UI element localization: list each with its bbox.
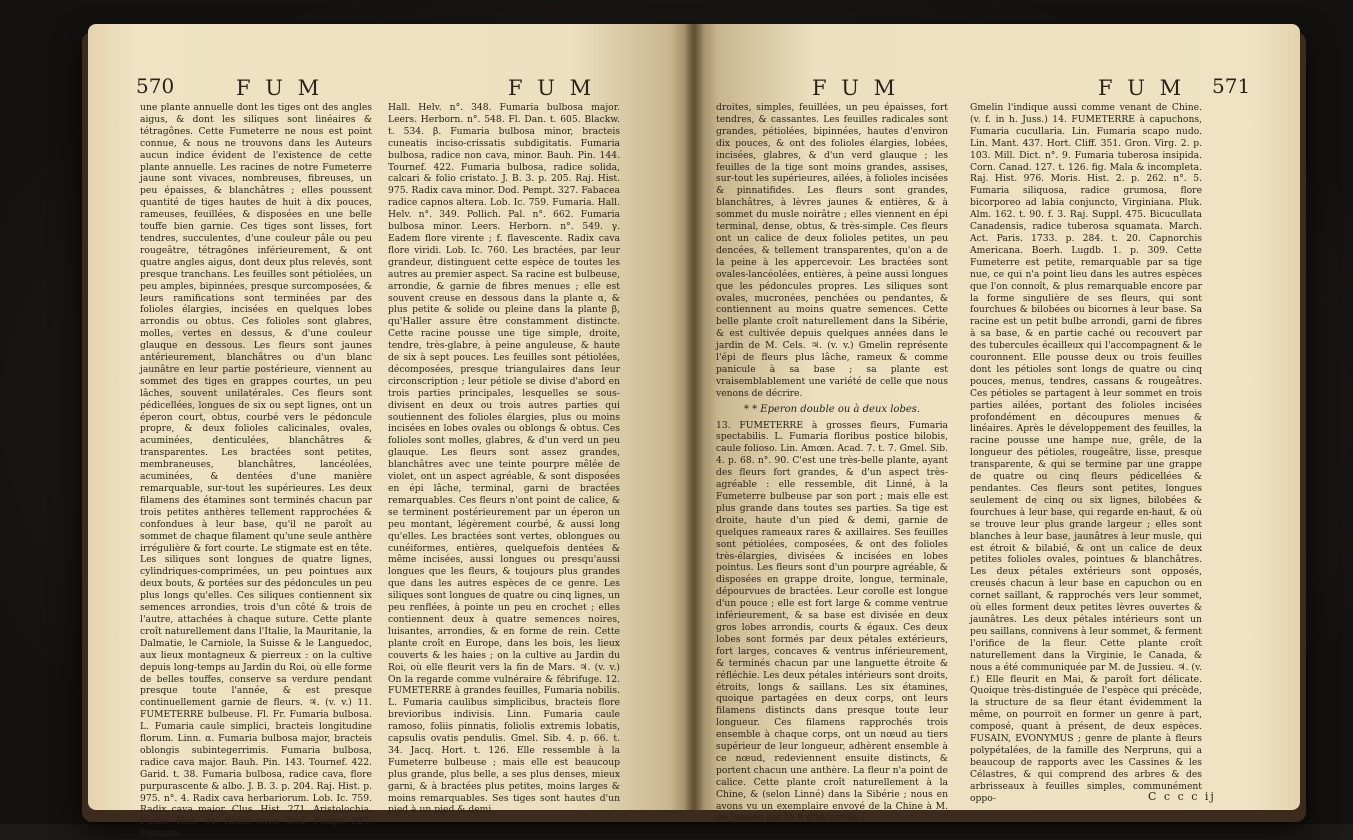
book-gutter: [684, 24, 704, 810]
left-page-column-2: [388, 102, 620, 816]
column-text: droites, simples, feuillées, un peu épaisses, fort tendres, & cassantes. Les feuilles radicales sont grandes, pétiolées, bipinnées, hautes d'environ dix pouces, & ont des folioles élargies, lobées, incisées, glabres, & d'un verd glauque ; les feuilles de la tige sont moins grandes, assises, sur-tout les supérieures, ailées, à folioles incisées & pinnatifides. Les fleurs sont grandes, blanchâtres, à lèvres jaunes & entières, & à sommet du musle noirâtre ; elles viennent en épi terminal, dense, obtus, & très-simple. Ces fleurs ont un calice de deux folioles petites, un peu dencées, & tellement transparentes, qu'on a de la peine à les appercevoir. Les bractées sont ovales-lancéolées, entières, à peine aussi longues que les pédoncules propres. Les siliques sont ovales, mucronées, penchées ou pendantes, & contiennent au moins quatre semences. Cette belle plante croît naturellement dans la Sibérie, & est cultivée depuis quelques années dans le jardin de M. Cels. ♃. (v. v.) Gmelin représente l'épi de fleurs plus lâche, rameux & comme panicule à sa base ; sa plante est vraisemblablement une variété de celle que nous venons de décrire.: [716, 102, 948, 399]
running-header-left-a: F U M: [236, 76, 324, 100]
running-header-left-b: F U M: [508, 76, 596, 100]
section-heading: * * Eperon double ou à deux lobes.: [743, 403, 921, 415]
open-book: [88, 24, 1300, 840]
right-page-column-1: [716, 102, 948, 824]
page-number-left: 570: [136, 74, 175, 98]
left-page: [88, 24, 694, 840]
left-page-column-1: [140, 102, 372, 840]
column-text: une plante annuelle dont les tiges ont des angles aigus, & dont les siliques sont linéaires & tétragônes. Cette Fumeterre ne nous est point connue, & nous ne trouvons dans les Auteurs aucun indice évident de l'existence de cette plante annuelle. Les racines de notre Fumeterre jaune sont vivaces, nombreuses, fibreuses, un peu épaisses, & blanchâtres ; elles poussent quantité de tiges hautes de huit à dix pouces, rameuses, feuillées, & disposées en une belle touffe bien garnie. Ces tiges sont lisses, fort tendres, succulentes, d'une couleur pâle ou peu rougeâtre, tétragônes inférieurement, & ont quatre angles aigus, dont deux plus relevés, sont presque tranchans. Les feuilles sont pétiolées, un peu amples, bipinnées, presque surcomposées, & leurs ramifications sont terminées par des folioles élargies, incisées en quelques lobes arrondis ou obtus. Ces folioles sont glabres, molles, vertes en dessus, & d'une couleur glauque en dessous. Les fleurs sont jaunes antérieurement, blanchâtres ou d'un blanc jaunâtre en leur partie postérieure, viennent au sommet des tiges en grappes courtes, un peu lâches, souvent unilatérales. Ces fleurs sont pédicellées, longues de six ou sept lignes, ont un éperon court, obtus, courbé vers le pédoncule propre, & deux folioles calicinales, ovales, acuminées, denticulées, blanchâtres & transparentes. Les bractées sont petites, membraneuses, blanchâtres, lancéolées, acuminées, & dentées d'une manière remarquable, sur-tout les supérieures. Les deux filamens des étamines sont terminés chacun par trois petites anthères tellement rapprochées & confondues à leur base, qu'il ne paroît au sommet de chaque filament qu'une seule anthère irrégulière & fort courte. Le stigmate est en tête. Les siliques sont longues de quatre lignes, cylindriques-comprimées, un peu pointues aux deux bouts, & portées sur des pédoncules un peu plus longs qu'elles. Ces siliques contiennent six semences arrondies, trois d'un côté & trois de l'autre, attachées à chaque suture. Cette plante croît naturellement dans l'Italie, la Mauritanie, la Dalmatie, le Carniole, la Suisse & le Languedoc, aux lieux montagneux & pierreux : on la cultive depuis long-temps au Jardin du Roi, où elle forme de belles touffes, conserve sa verdure pendant presque toute l'année, & est presque continuellement garnie de fleurs. ♃. (v. v.) 11. FUMETERRE bulbeuse. Fl. Fr. Fumaria bulbosa. L. Fumaria caule simplici, bracteis longitudine florum. Linn. α. Fumaria bulbosa major, bracteis oblongis subintegerrimis. Fumaria bulbosa, radice cava major. Bauh. Pin. 143. Tournef. 422. Garid. t. 38. Fumaria bulbosa, radice cava, flore purpurascente & albo. J. B. 3. p. 204. Raj. Hist. p. 975. n°. 4. Radix cava herbariorum. Lob. Ic. 759. Radix cava major. Clus. Hist. 271. Aristolochia. Fuchs. Hist. 91. Radix cava. Dod. Pempt. 327. Fumaria.: [140, 102, 372, 840]
column-text: Hall. Helv. n°. 348. Fumaria bulbosa major. Leers. Herborn. n°. 548. Fl. Dan. t. 605. Blackw. t. 534. β. Fumaria bulbosa minor, bracteis cuneatis inciso-crissatis subdigitatis. Fumaria bulbosa, radice non cava, minor. Bauh. Pin. 144. Tournef. 422. Fumaria bulbosa, radice solida, calcari & folio cristato. J. B. 3. p. 205. Raj. Hist. 975. Radix cava minor. Dod. Pempt. 327. Fabacea radice capnos altera. Lob. Ic. 759. Fumaria. Hall. Helv. n°. 349. Pollich. Pal. n°. 662. Fumaria bulbosa minor. Leers. Herborn. n°. 549. γ. Eadem flore virente ; f. flavescente. Radix cava flore viridi. Lob. Ic. 760. Les bractées, par leur grandeur, distinguent cette espèce de toutes les autres au premier aspect. Sa racine est bulbeuse, arrondie, & garnie de fibres menues ; elle est souvent creuse en dessous dans la plante α, & plus petite & solide ou pleine dans la plante β, qu'Haller assure être constamment distincte. Cette racine pousse une tige simple, droite, tendre, très-glabre, à peine anguleuse, & haute de six à sept pouces. Les feuilles sont pétiolées, décomposées, presque triangulaires dans leur circonscription ; leur pétiole se divise d'abord en trois parties principales, lesquelles se sous-divisent en deux ou trois autres parties qui soutiennent des folioles élargies, plus ou moins incisées en lobes ovales ou oblongs & obtus. Ces folioles sont molles, glabres, & d'un verd un peu glauque. Les fleurs sont assez grandes, blanchâtres avec une teinte pourpre mêlée de violet, ont un aspect agréable, & sont disposées en épi lâche, terminal, garni de bractées remarquables. Ces fleurs n'ont point de calice, & se terminent postérieurement par un éperon un peu montant, légèrement courbé, & aussi long qu'elles. Les bractées sont vertes, oblongues ou cunéiformes, entières, quelquefois dentées & même incisées, aussi longues ou presqu'aussi longues que les fleurs, & toujours plus grandes que dans les autres espèces de ce genre. Les siliques sont longues de quatre ou cinq lignes, un peu renflées, à pointe un peu en crochet ; elles contiennent deux à quatre semences noires, luisantes, arrondies, & en forme de rein. Cette plante croît en Europe, dans les bois, les lieux couverts & les haies ; on la cultive au Jardin du Roi, où elle fleurit vers la fin de Mars. ♃. (v. v.) On la regarde comme vulnéraire & fébrifuge. 12. FUMETERRE à grandes feuilles, Fumaria nobilis. L. Fumaria caulibus simplicibus, bracteis flore brevioribus indivisis. Linn. Fumaria caule ramoso, foliis pinnatis, foliolis extremis lobatis, capsulis ovatis pendulis. Gmel. Sib. 4. p. 66. t. 34. Jacq. Hort. t. 126. Elle ressemble à la Fumeterre bulbeuse ; mais elle est beaucoup plus grande, plus belle, a ses plus denses, mieux garni, & à bractées plus petites, moins larges & moins remarquables. Ses tiges sont hautes d'un pied à un pied & demi,: [388, 102, 620, 816]
column-text: 13. FUMETERRE à grosses fleurs, Fumaria spectabilis. L. Fumaria floribus postice bilobis, caule folioso. Lin. Amœn. Acad. 7. t. 7. Gmel. Sib. 4. p. 68. n°. 90. C'est une très-belle plante, ayant des fleurs fort grandes, & d'un aspect très-agréable : elle ressemble, dit Linné, à la Fumeterre bulbeuse par son port ; mais elle est plus grande dans toutes ses parties. Sa tige est droite, haute d'un pied & demi, garnie de quelques rameaux rares & axillaires. Ses feuilles sont pétiolées, composées, & ont des folioles très-élargies, divisées & incisées en lobes pointus. Les fleurs sont d'un pourpre agréable, & disposées en grappe droite, longue, terminale, dépourvues de bractées. Leur corolle est longue d'un pouce ; elle est fort large & comme ventrue inférieurement, & sa base est divisée en deux gros lobes arrondis, courts & égaux. Ces deux lobes sont formés par deux pétales extérieurs, fort larges, concaves & ventrus inférieurement, & terminés chacun par une languette étroite & réfléchie. Les deux pétales intérieurs sont droits, étroits, longs & saillans. Les six étamines, quoique partagées en deux corps, ont leurs filamens distincts dans presque toute leur longueur. Ces filamens rapprochés trois ensemble à chaque corps, ont un nœud au tiers supérieur de leur longueur, adhèrent ensemble à ce nœud, redeviennent ensuite distincts, & portent chacun une anthère. La fleur n'a point de calice. Cette plante croît naturellement à la Chine, & (selon Linné) dans la Sibérie ; nous en avons vu un exemplaire envoyé de la Chine à M. de Jussieu par le P. d'Incarville ;: [716, 419, 948, 824]
column-text: Gmelin l'indique aussi comme venant de Chine. (v. f. in h. Juss.) 14. FUMETERRE à capuchons, Fumaria cucullaria. Lin. Fumaria scapo nudo. Lin. Mant. 437. Hort. Cliff. 351. Gron. Virg. 2. p. 103. Mill. Dict. n°. 9. Fumaria tuberosa insipida. Corn. Canad. 127. t. 126. fig. Mala & incompleta. Raj. Hist. 976. Moris. Hist. 2. p. 262. n°. 5. Fumaria siliquosa, radice grumosa, flore bicorporeo ad labia conjuncto, Virginiana. Pluk. Alm. 162. t. 90. f. 3. Raj. Suppl. 475. Bicucullata Canadensis, radice tuberosa squamata. March. Act. Paris. 1733. p. 284. t. 20. Capnorchis Americana. Boerh. Lugdb. 1. p. 309. Cette Fumeterre est petite, remarquable par sa tige nue, ce qui n'a point lieu dans les autres espèces que l'on connoît, & plus remarquable encore par la forme singulière de ses fleurs, qui sont fourchues & bilobées ou bicornes à leur base. Sa racine est un petit bulbe arrondi, garni de fibres à sa base, & en partie caché ou recouvert par des tubercules écailleux qui l'accompagnent & le couronnent. Elle pousse deux ou trois feuilles dont les pétioles sont longs de quatre ou cinq pouces, menus, tendres, cassans & rougeâtres. Ces pétioles se partagent à leur sommet en trois parties ailées, portant des folioles incisées profondément en découpures menues & linéaires. Après le développement des feuilles, la racine pousse une hampe nue, grêle, de la longueur des pétioles, rougeâtre, lisse, presque transparente, & qui se termine par une grappe de quatre ou cinq fleurs pédicellées & pendantes. Ces fleurs sont petites, longues seulement de cinq ou six lignes, bilobées & fourchues à leur base, qui regarde en-haut, & où se trouve leur plus grande largeur ; elles sont blanches à leur base, jaunâtres à leur musle, qui est étroit & bilabié, & ont un calice de deux petites folioles ovales, pointues & blanchâtres. Les deux pétales extérieurs sont opposés, creusés chacun à leur base en capuchon ou en cornet saillant, & rapprochés vers leur sommet, où elles forment deux petites lèvres ouvertes & jaunâtres. Les deux pétales intérieurs sont un peu saillans, connivens à leur sommet, & ferment l'orifice de la fleur. Cette plante croît naturellement dans la Virginie, le Canada, & nous a été communiquée par M. de Jussieu. ♃. (v. f.) Elle fleurit en Mai, & paroît fort délicate. Quoique très-distinguée de l'espèce qui précède, la structure de sa fleur étant évidemment la même, on pourroit en former un genre à part, composé, quant à présent, de deux espèces. FUSAIN, EVONYMUS ; genre de plante à fleurs polypétalées, de la famille des Nerpruns, qui a beaucoup de rapports avec les Cassines & les Célastres, & qui comprend des arbres & des arbrisseaux à feuilles simples, communément oppo-: [970, 102, 1202, 804]
signature-mark: C c c c ij: [1148, 790, 1216, 803]
right-page: [694, 24, 1300, 824]
page-number-right: 571: [1212, 74, 1251, 98]
running-header-right-a: F U M: [812, 76, 900, 100]
running-header-right-b: F U M: [1098, 76, 1186, 100]
